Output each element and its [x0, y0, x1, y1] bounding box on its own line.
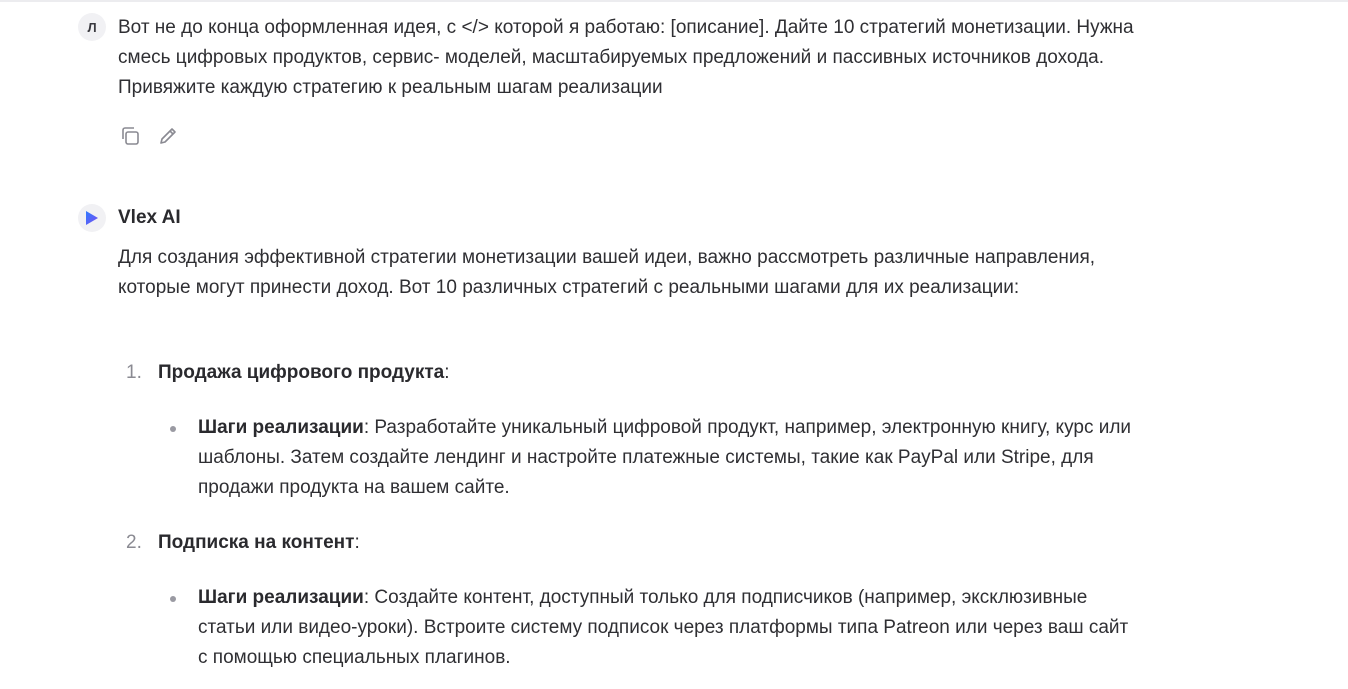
strategy-step-text — [198, 413, 1138, 503]
assistant-avatar — [78, 204, 106, 232]
strategy-number: 1. — [126, 362, 142, 383]
assistant-name: Vlex AI — [118, 207, 181, 228]
strategy-number: 2. — [126, 532, 142, 553]
strategy-name: Подписка на контент — [158, 532, 355, 553]
top-divider — [0, 0, 1348, 2]
step-description: Создайте контент, доступный только для подписчиков (например, эксклюзивные статьи или видео-уроки). Встроите систему подписок через платформы типа Patreon или через ваш сайт с помощью специальных плагинов. — [198, 587, 1129, 668]
message-actions — [118, 124, 180, 148]
strategy-colon: : — [354, 532, 360, 553]
copy-icon — [119, 125, 141, 147]
bullet-dot — [170, 596, 176, 602]
step-label: Шаги реализации — [198, 587, 364, 608]
bullet-dot — [170, 426, 176, 432]
step-description: Разработайте уникальный цифровой продукт, например, электронную книгу, курс или шаблоны. Затем создайте лендинг и настройте платежные системы, такие как PayPal или Stripe, для продажи продукта на вашем сайте. — [198, 417, 1132, 498]
step-label: Шаги реализации — [198, 417, 364, 438]
step-label-colon: : — [363, 417, 370, 438]
vlex-logo-icon — [85, 210, 99, 226]
copy-button[interactable] — [118, 124, 142, 148]
edit-button[interactable] — [156, 124, 180, 148]
user-message: Вот не до конца оформленная идея, с </> которой я работаю: [описание]. Дайте 10 стратегий монетизации. Нужна смесь цифровых продуктов, сервис- моделей, масштабируемых предложений и пассивных источников дохода. Привяжите каждую стратегию к реальным шагам реализации — [118, 17, 1134, 98]
edit-icon — [157, 125, 179, 147]
strategy-1-title — [118, 358, 450, 388]
user-avatar — [78, 13, 106, 41]
strategy-step-text — [198, 583, 1138, 673]
strategy-colon: : — [444, 362, 450, 383]
assistant-intro: Для создания эффективной стратегии монетизации вашей идеи, важно рассмотреть различные направления, которые могут принести доход. Вот 10 различных стратегий с реальными шагами для их реализации: — [118, 247, 1096, 298]
strategy-2-title — [118, 528, 360, 558]
step-label-colon: : — [363, 587, 370, 608]
user-avatar-letter: Л — [87, 19, 97, 35]
strategy-name: Продажа цифрового продукта — [158, 362, 445, 383]
